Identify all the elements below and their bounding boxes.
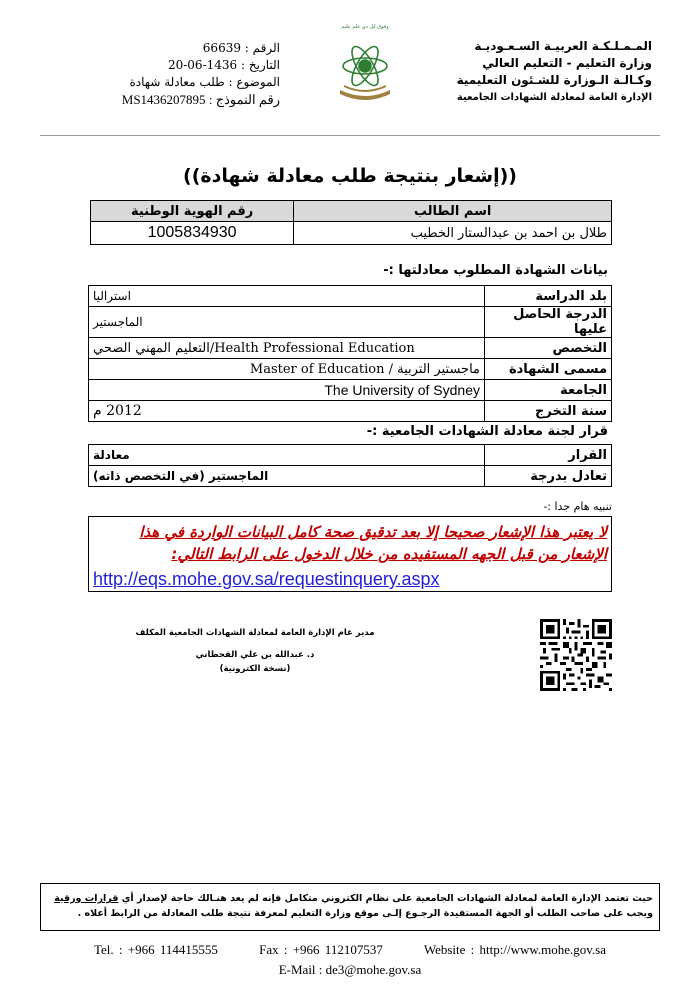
ministry-logo <box>330 28 400 108</box>
row-value: معادلة <box>89 445 485 466</box>
subject-line: الموضوع : طلب معادلة شهادة <box>129 75 280 89</box>
agency-name: وكـالـة الـوزارة للشـئون التعليمية <box>456 73 652 87</box>
notice-box <box>88 516 612 592</box>
subject-value: طلب معادلة شهادة <box>129 75 225 89</box>
table-row <box>89 380 612 401</box>
footer-underlined-text: قرارات ورقية <box>54 893 119 904</box>
notice-text: لا يعتبر هذا الإشعار صحيحا إلا بعد تدقيق صحة كامل البيانات الواردة في هذا الإشعار من قبل الجهه المستفيده من خلال الدخول على الرابط التالي: <box>139 523 607 563</box>
department-name: الإدارة العامة لمعادلة الشهادات الجامعية <box>456 92 652 103</box>
row-label: مسمى الشهادة <box>485 359 612 380</box>
signer-name: د. عبدالله بن علي القحطاني <box>195 650 315 660</box>
row-value: 2012 م <box>89 401 485 422</box>
verification-link[interactable]: http://eqs.mohe.gov.sa/requestinquery.aspx <box>93 569 440 589</box>
footer-notice-text: حيث تعتمد الإدارة العامة لمعادلة الشهادات الجامعية على نظام الكتروني متكامل فإنه لم يعد هنـالك حاجة لإصدار أي قرارات ورقية ويجب على صاحب الطلب أو الجهة المستفيدة الرجـوع إلـى موقع وزارة التعليم لمعرفة نتيجة طلب المعادلة من الرابط أعلاه . <box>54 893 653 919</box>
table-row <box>89 466 612 487</box>
footer-email[interactable]: E-Mail : de3@mohe.gov.sa <box>278 962 422 977</box>
row-value: استراليا <box>89 286 485 307</box>
row-label: القرار <box>485 445 612 466</box>
table-row <box>89 338 612 359</box>
row-value: Health Professional Education/التعليم المهني الصحي <box>89 338 485 359</box>
footer-fax: Fax : +966 112107537 <box>259 942 383 957</box>
table-row <box>89 286 612 307</box>
certificate-table <box>88 285 612 422</box>
student-id-header: رقم الهوية الوطنية <box>91 201 294 222</box>
table-row <box>89 307 612 338</box>
logo-motto: وفوق كل ذي علم عليم <box>341 24 389 30</box>
row-value: الماجستير (في التخصص ذاته) <box>89 466 485 487</box>
form-line: رقم النموذج : MS1436207895 <box>121 92 280 107</box>
row-value: The University of Sydney <box>89 380 485 401</box>
qr-code <box>540 619 612 691</box>
certificate-heading: بيانات الشهادة المطلوب معادلتها :- <box>383 263 608 278</box>
row-label: الدرجة الحاصل عليها <box>485 307 612 338</box>
date-line: التاريخ : 1436-06-20 <box>167 58 280 72</box>
decision-table <box>88 444 612 487</box>
decision-heading: قرار لجنة معادلة الشهادات الجامعية :- <box>366 424 608 439</box>
form-value: MS1436207895 <box>121 92 206 107</box>
row-label: بلد الدراسة <box>485 286 612 307</box>
row-label: التخصص <box>485 338 612 359</box>
ministry-name: وزارة التعليم - التعليم العالي <box>482 56 652 70</box>
table-row <box>89 401 612 422</box>
notice-heading: تنبيه هام جدا :- <box>543 500 612 513</box>
header-divider <box>40 135 660 136</box>
table-row <box>89 445 612 466</box>
document-title: ((إشعار بنتيجة طلب معادلة شهادة)) <box>183 165 517 187</box>
row-value: Master of Education / ماجستير التربية <box>89 359 485 380</box>
row-label: تعادل بدرجة <box>485 466 612 487</box>
country-name: المـمـلـكـة العربيـة السـعـوديـة <box>474 39 652 53</box>
header-ministry-block <box>457 38 652 106</box>
footer-contact-line <box>0 942 700 958</box>
row-value: الماجستير <box>89 307 485 338</box>
ref-value: 66639 <box>202 41 241 55</box>
signer-position: مدير عام الإدارة العامة لمعادلة الشهادات الجامعية المكلف <box>135 628 375 638</box>
signature-block <box>135 624 375 678</box>
student-table <box>90 200 612 245</box>
row-label: الجامعة <box>485 380 612 401</box>
footer-website[interactable]: Website : http://www.mohe.gov.sa <box>423 942 607 957</box>
table-row <box>89 359 612 380</box>
student-name: طلال بن احمد بن عبدالستار الخطيب <box>294 222 612 245</box>
date-value: 1436-06-20 <box>167 58 238 72</box>
header-reference-block <box>95 40 280 108</box>
footer-tel: Tel. : +966 114415555 <box>93 942 218 957</box>
footer-notice-box <box>40 883 660 931</box>
signature-note: (نسخة الكترونية) <box>219 664 291 674</box>
row-label: سنة التخرج <box>485 401 612 422</box>
student-name-header: اسم الطالب <box>294 201 612 222</box>
ref-line: الرقم : 66639 <box>202 41 280 55</box>
student-id: 1005834930 <box>91 222 294 245</box>
